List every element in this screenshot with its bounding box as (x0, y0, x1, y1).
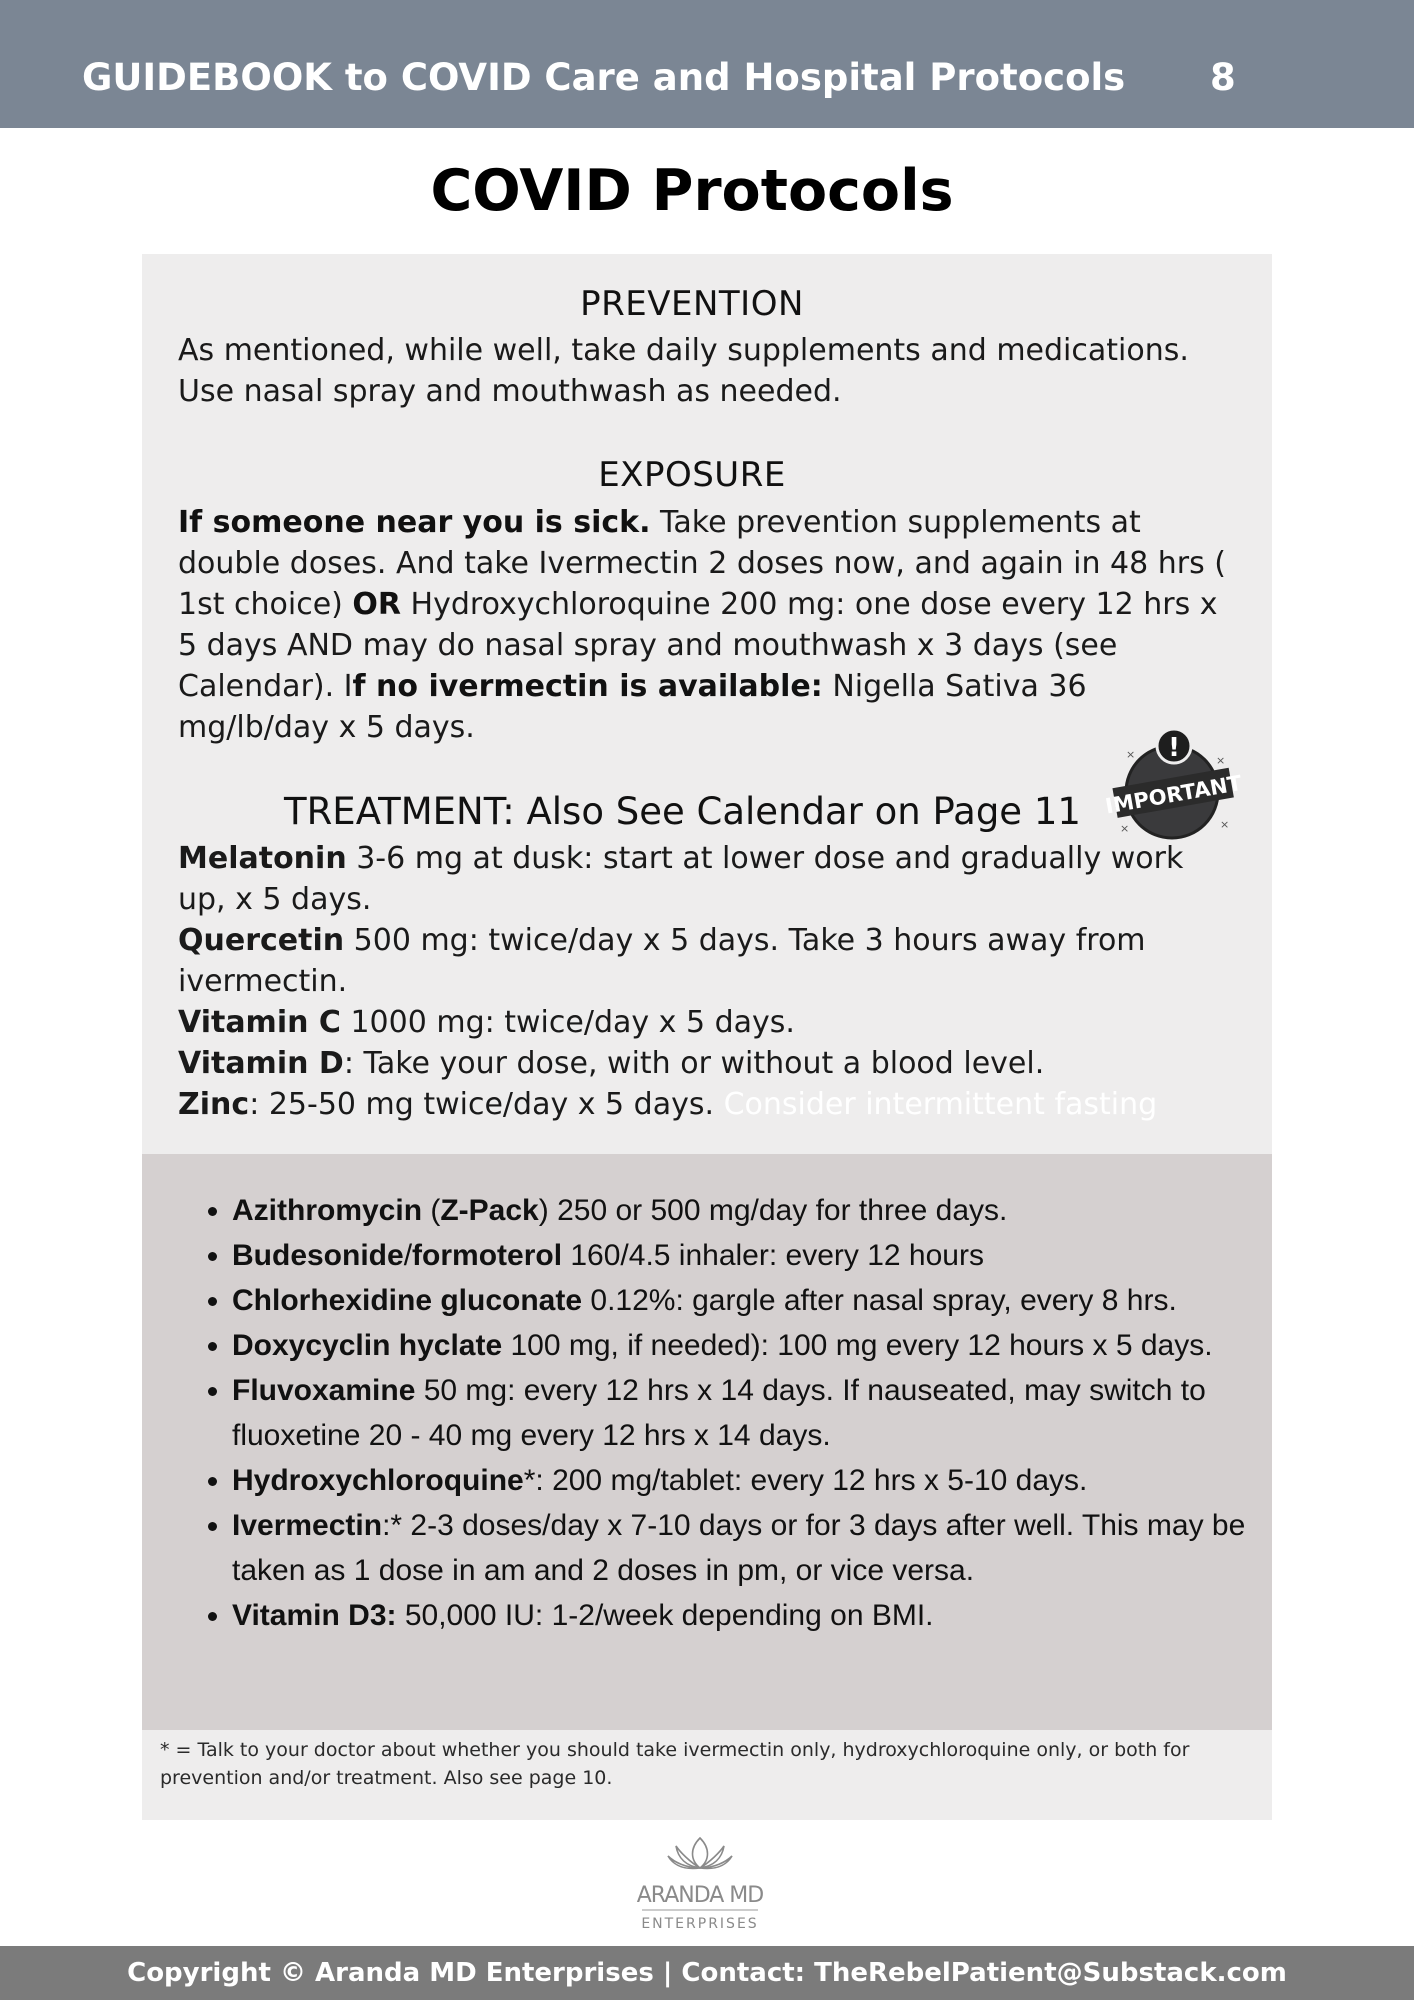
exposure-text-2: Hydroxychloroquine 200 mg: one dose every 12 hrs x 5 days AND may do nasal spray and mouthwash x 3 days (see Calendar). I (178, 587, 1218, 704)
treatment-item (178, 1002, 1238, 1043)
page-header (0, 0, 1414, 128)
prevention-heading: PREVENTION (580, 284, 804, 324)
aranda-md-logo (620, 1832, 780, 1942)
medication-text: 50,000 IU: 1-2/week depending on BMI. (396, 1599, 934, 1632)
svg-text:×: × (1220, 818, 1230, 831)
medication-text: ( (422, 1194, 441, 1227)
treatment-item (178, 920, 1238, 1002)
svg-text:×: × (1120, 822, 1130, 835)
logo-line1: ARANDA MD (636, 1883, 764, 1908)
svg-text:IMPORTANT: IMPORTANT (1103, 770, 1244, 819)
treatment-item-text: 3-6 mg at dusk: start at lower dose and gradually work up, x 5 days. (178, 841, 1184, 917)
treatment-list (178, 838, 1238, 1125)
copyright-footer: Copyright © Aranda MD Enterprises | Contact: TheRebelPatient@Substack.com (0, 1946, 1414, 2000)
exposure-or: OR (352, 587, 402, 622)
medication-item (232, 1593, 1272, 1638)
treatment-item-text: 500 mg: twice/day x 5 days. Take 3 hours away from ivermectin. (178, 923, 1146, 999)
page-number: 8 (1210, 56, 1236, 99)
medication-text-b: ) 250 or 500 mg/day for three days. (538, 1194, 1008, 1227)
medication-name: Hydroxychloroquine (232, 1464, 524, 1497)
treatment-item-name: Melatonin (178, 841, 347, 876)
treatment-heading: TREATMENT: Also See Calendar on Page 11 (284, 790, 1081, 833)
treatment-item-name: Vitamin D (178, 1046, 344, 1081)
medication-item (232, 1503, 1272, 1593)
svg-text:!: ! (1168, 733, 1180, 763)
medication-name: Azithromycin (232, 1194, 423, 1227)
medication-name: Doxycyclin hyclate (232, 1329, 503, 1362)
svg-text:×: × (1216, 754, 1226, 767)
footnote: * = Talk to your doctor about whether you should take ivermectin only, hydroxychloroquine only, or both for prevention and/or treatment. Also see page 10. (160, 1739, 1190, 1789)
medication-text: *: 200 mg/tablet: every 12 hrs x 5-10 days. (523, 1464, 1088, 1497)
medication-item (232, 1368, 1272, 1458)
treatment-item (178, 1084, 1238, 1125)
medication-name: Fluvoxamine (232, 1374, 416, 1407)
treatment-item-name: Vitamin C (178, 1005, 341, 1040)
treatment-item (178, 838, 1238, 920)
medication-text: 100 mg, if needed): 100 mg every 12 hours x 5 days. (502, 1329, 1213, 1362)
treatment-item (178, 1043, 1238, 1084)
important-badge-icon (1103, 728, 1244, 852)
medication-name: Chlorhexidine gluconate (232, 1284, 583, 1317)
medication-name-alt: Z-Pack (440, 1194, 539, 1227)
medication-item (232, 1458, 1272, 1503)
medication-list (196, 1188, 1272, 1638)
exposure-text-3: Nigella Sativa 36 mg/lb/day x 5 days. (178, 669, 1087, 745)
exposure-heading: EXPOSURE (598, 455, 786, 495)
exposure-text (178, 502, 1238, 748)
medication-item (232, 1278, 1272, 1323)
exposure-text-1: Take prevention supplements at double doses. And take Ivermectin 2 doses now, and again in 48 hrs ( 1st choice) (178, 505, 1226, 622)
medication-item (232, 1188, 1272, 1233)
medication-text: 50 mg: every 12 hrs x 14 days. If nauseated, may switch to fluoxetine 20 - 40 mg every 12 hrs x 14 days. (232, 1374, 1206, 1452)
guidebook-title: GUIDEBOOK to COVID Care and Hospital Protocols (82, 56, 1126, 99)
prevention-text: As mentioned, while well, take daily supplements and medications. Use nasal spray and mouthwash as needed. (178, 333, 1189, 409)
treatment-item-name: Quercetin (178, 923, 345, 958)
exposure-lead: If someone near you is sick. (178, 505, 651, 540)
medication-name-alt: formoterol (412, 1239, 563, 1272)
svg-text:×: × (1126, 748, 1136, 761)
medication-item (232, 1323, 1272, 1368)
logo-line2: ENTERPRISES (641, 1916, 759, 1932)
medication-name: Vitamin D3: (232, 1599, 397, 1632)
medication-name: Ivermectin (232, 1509, 383, 1542)
treatment-item-text: : Take your dose, with or without a blood level. (343, 1046, 1045, 1081)
medication-text: :* 2-3 doses/day x 7-10 days or for 3 days after well. This may be taken as 1 dose in am and 2 doses in pm, or vice versa. (232, 1509, 1246, 1587)
medication-text: / (403, 1239, 413, 1272)
medication-item (232, 1233, 1272, 1278)
treatment-item-name: Zinc (178, 1087, 250, 1122)
medication-text: 0.12%: gargle after nasal spray, every 8 hrs. (582, 1284, 1177, 1317)
medication-name: Budesonide (232, 1239, 404, 1272)
ghost-text: Consider intermittent fasting (723, 1087, 1158, 1122)
treatment-item-text: : 25-50 mg twice/day x 5 days. (249, 1087, 724, 1122)
treatment-item-text: 1000 mg: twice/day x 5 days. (340, 1005, 795, 1040)
lotus-icon (668, 1838, 732, 1869)
page-title: COVID Protocols (430, 158, 954, 224)
no-ivermectin-label: f no ivermectin is available: (352, 669, 823, 704)
medication-text-b: 160/4.5 inhaler: every 12 hours (562, 1239, 984, 1272)
